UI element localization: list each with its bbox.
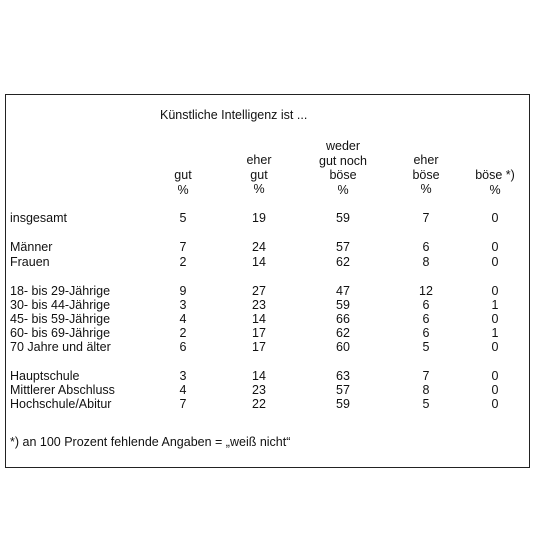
table-frame [5,94,530,468]
cell-boese: 0 [491,397,499,411]
cell-weder-noch: 60 [336,340,350,354]
table-row-30-44 [10,298,530,312]
cell-boese: 0 [491,211,499,225]
column-header-eher-gut: eher gut % [246,153,272,196]
cell-boese: 1 [491,326,499,340]
cell-eher-gut: 17 [252,340,266,354]
table-row-frauen [10,255,530,269]
cell-eher-gut: 19 [252,211,266,225]
cell-gut: 7 [179,397,187,411]
column-header-eher-boese: eher böse % [412,153,440,196]
cell-gut: 4 [179,312,187,326]
cell-boese: 0 [491,340,499,354]
cell-eher-boese: 7 [422,211,430,225]
cell-boese: 0 [491,284,499,298]
cell-gut: 6 [179,340,187,354]
cell-weder-noch: 59 [336,397,350,411]
cell-gut: 4 [179,383,187,397]
row-label: Mittlerer Abschluss [10,383,115,397]
row-label: 18- bis 29-Jährige [10,284,111,298]
cell-weder-noch: 47 [336,284,350,298]
cell-eher-gut: 22 [252,397,266,411]
cell-weder-noch: 63 [336,369,350,383]
row-label: Frauen [10,255,50,269]
cell-eher-boese: 5 [422,340,430,354]
table-row-hauptschule [10,369,530,383]
row-label: 60- bis 69-Jährige [10,326,111,340]
cell-gut: 3 [179,298,187,312]
cell-gut: 2 [179,326,187,340]
cell-eher-boese: 7 [422,369,430,383]
row-label: 45- bis 59-Jährige [10,312,111,326]
cell-eher-gut: 24 [252,240,266,254]
table-row-hochschule-abitur [10,397,530,411]
cell-gut: 3 [179,369,187,383]
cell-eher-boese: 6 [422,326,430,340]
cell-boese: 1 [491,298,499,312]
cell-eher-boese: 6 [422,240,430,254]
row-label: Hochschule/Abitur [10,397,112,411]
cell-gut: 9 [179,284,187,298]
cell-eher-boese: 5 [422,397,430,411]
table-row-45-59 [10,312,530,326]
cell-eher-boese: 12 [419,284,433,298]
cell-weder-noch: 57 [336,240,350,254]
cell-boese: 0 [491,369,499,383]
table-row-maenner [10,240,530,254]
cell-eher-gut: 14 [252,312,266,326]
cell-eher-gut: 14 [252,369,266,383]
table-row-70-plus [10,340,530,354]
cell-weder-noch: 62 [336,255,350,269]
cell-weder-noch: 57 [336,383,350,397]
table-row-18-29 [10,284,530,298]
cell-weder-noch: 59 [336,211,350,225]
cell-eher-gut: 14 [252,255,266,269]
cell-boese: 0 [491,255,499,269]
row-label: 70 Jahre und älter [10,340,111,354]
cell-eher-boese: 6 [422,312,430,326]
column-header-boese: böse *) % [475,168,515,197]
row-label: 30- bis 44-Jährige [10,298,111,312]
cell-boese: 0 [491,383,499,397]
table-row-insgesamt [10,211,530,225]
row-label: Männer [10,240,53,254]
cell-eher-boese: 8 [422,255,430,269]
cell-gut: 5 [179,211,187,225]
table-row-mittlerer-abschluss [10,383,530,397]
cell-eher-gut: 23 [252,298,266,312]
column-header-gut: gut % [174,168,192,197]
cell-boese: 0 [491,240,499,254]
cell-weder-noch: 59 [336,298,350,312]
cell-eher-gut: 17 [252,326,266,340]
cell-weder-noch: 66 [336,312,350,326]
cell-weder-noch: 62 [336,326,350,340]
cell-eher-boese: 6 [422,298,430,312]
column-header-weder-noch: weder gut noch böse % [319,139,367,197]
cell-eher-gut: 23 [252,383,266,397]
cell-boese: 0 [491,312,499,326]
cell-gut: 2 [179,255,187,269]
footnote: *) an 100 Prozent fehlende Angaben = „weiß nicht“ [10,435,291,449]
table-row-60-69 [10,326,530,340]
table-title: Künstliche Intelligenz ist ... [160,108,308,122]
row-label: insgesamt [10,211,67,225]
row-label: Hauptschule [10,369,80,383]
cell-eher-gut: 27 [252,284,266,298]
cell-eher-boese: 8 [422,383,430,397]
cell-gut: 7 [179,240,187,254]
